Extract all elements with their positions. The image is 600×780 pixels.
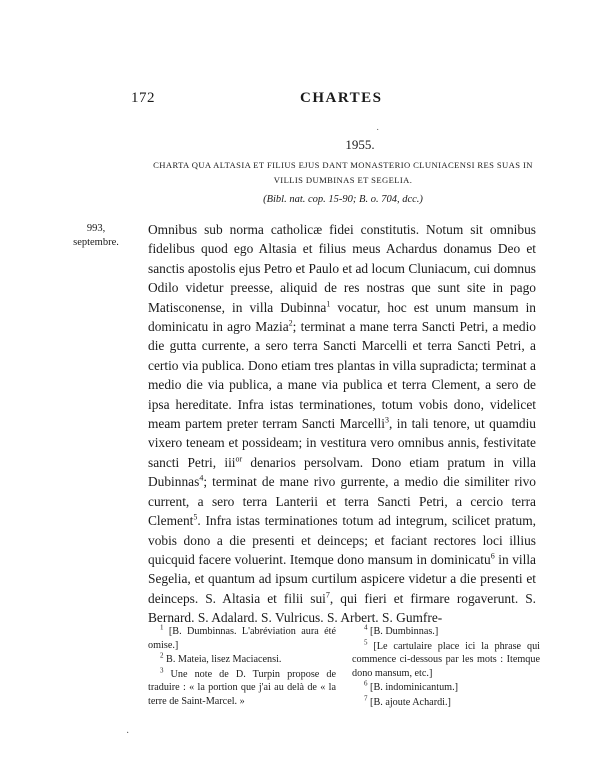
stray-mark-bottom: · bbox=[126, 728, 130, 739]
footnote-ref: 2 bbox=[288, 318, 293, 328]
running-title: CHARTES bbox=[300, 90, 383, 106]
text-segment: ; terminat de mane rivo gurrente, a medio die similiter rivo current, a sero terra Lanterii et terra Sancti Petri, a cercio terra Clement bbox=[148, 474, 536, 529]
text-segment: vocatur, hoc est unum mansum in dominicatu in agro Mazia bbox=[148, 299, 536, 335]
stray-mark-top: ˙ bbox=[376, 128, 380, 139]
footnote-mark: 1 bbox=[160, 623, 164, 632]
footnote-text: B. Mateia, lisez Maciacensi. bbox=[163, 654, 282, 666]
footnote bbox=[352, 696, 540, 710]
footnote-mark: 6 bbox=[364, 679, 368, 688]
charter-title: CHARTA QUA ALTASIA ET FILIUS EJUS DANT MONASTERIO CLUNIACENSI RES SUAS IN VILLIS DUMBINAS ET SEGELIA. bbox=[153, 160, 533, 185]
footnote-ref: 6 bbox=[490, 551, 495, 561]
text-segment: , in tali tenore, ut quamdiu vixero teneam et possideam; in vestitura vero omnibus annis, festivitate sancti Petri, iii bbox=[148, 416, 536, 470]
text-segment: denarios persolvam. Dono etiam pratum in villa Dubinnas bbox=[148, 454, 536, 490]
footnote-mark: 5 bbox=[364, 638, 368, 647]
text-segment: in villa Segelia, et quantum ad ipsum curtilum aspicere videtur a die presenti et deinceps. S. Altasia et filii sui bbox=[148, 551, 536, 606]
footnote-mark: 3 bbox=[160, 666, 164, 675]
footnote bbox=[148, 625, 336, 652]
text-segment: ; terminat a mane terra Sancti Petri, a medio die gutta currente, a sero terra Sancti Marcelli et terra Sancti Petri, a certio via publica. Dono etiam tres plantas in villa supradicta; terminat a medio die via publica, a mane via publica et terra Clement, a sero de ipsa hereditate. Infra istas terminationes, totum vobis dono, videlicet meam partem preter terram Sancti Marcelli bbox=[148, 319, 536, 432]
footnote-text: [B. ajoute Achardi.] bbox=[367, 696, 451, 708]
footnote bbox=[352, 681, 540, 695]
footnote-mark: 2 bbox=[160, 651, 164, 660]
margin-date bbox=[60, 222, 132, 250]
ordinal-suffix: or bbox=[235, 454, 243, 464]
footnote bbox=[148, 668, 336, 709]
footnote bbox=[352, 640, 540, 681]
footnote-ref: 1 bbox=[326, 299, 331, 309]
footnote-ref: 7 bbox=[325, 590, 330, 600]
footnote-ref: 5 bbox=[193, 512, 198, 522]
footnote-text: [B. Dumbinnas.] bbox=[367, 626, 439, 637]
footnote bbox=[352, 625, 540, 639]
text-segment: . Infra istas terminationes totum ad integrum, scilicet pratum, vobis dono a die presenti et deinceps; et faciant rectores loci illius quicquid facere voluerint. Itemque dono mansum in dominicatu bbox=[148, 513, 536, 567]
charter-paragraph bbox=[148, 220, 536, 628]
text-segment: Omnibus sub norma catholicæ fidei constitutis. Notum sit omnibus fidelibus quod ego Altasia et filius meus Achardus donamus Deo et sanctis apostolis ejus Petro et Paulo et ad locum Cluniacum, cui domnus Odilo videtur preesse, aliquid de res nostras que sunt site in pago Matisconense, in villa Dubinna bbox=[148, 222, 536, 315]
footnote-text: Une note de D. Turpin propose de traduire : « la portion que j'ai au delà de « la terre de Saint-Marcel. » bbox=[148, 668, 336, 707]
source-reference: (Bibl. nat. cop. 15-90; B. o. 704, dcc.) bbox=[263, 194, 423, 205]
margin-year: 993, bbox=[86, 223, 106, 234]
charter-number: 1955. bbox=[345, 137, 375, 152]
margin-month: septembre. bbox=[73, 237, 119, 248]
text-segment: , qui fieri et firmare rogaverunt. S. Bernard. S. Adalard. S. Vulricus. S. Arbert. S. Gumfre- bbox=[148, 590, 536, 626]
footnote-mark: 4 bbox=[364, 623, 368, 632]
footnote-ref: 3 bbox=[384, 415, 389, 425]
page-number: 172 bbox=[131, 90, 155, 106]
footnote-ref: 4 bbox=[199, 473, 204, 483]
charter-text bbox=[148, 220, 536, 628]
footnote-mark: 7 bbox=[364, 694, 368, 703]
footnote bbox=[148, 653, 336, 667]
footnote-text: [B. Dumbinnas. L'abréviation aura été omise.] bbox=[148, 626, 336, 651]
footnotes bbox=[148, 625, 540, 711]
footnote-text: [B. indominicantum.] bbox=[367, 682, 459, 694]
footnotes-right-column bbox=[352, 625, 540, 711]
footnote-text: [Le cartulaire place ici la phrase qui commence ci-dessous par les mots : Itemque dono mansum, etc.] bbox=[352, 640, 540, 679]
footnotes-left-column bbox=[148, 625, 336, 711]
